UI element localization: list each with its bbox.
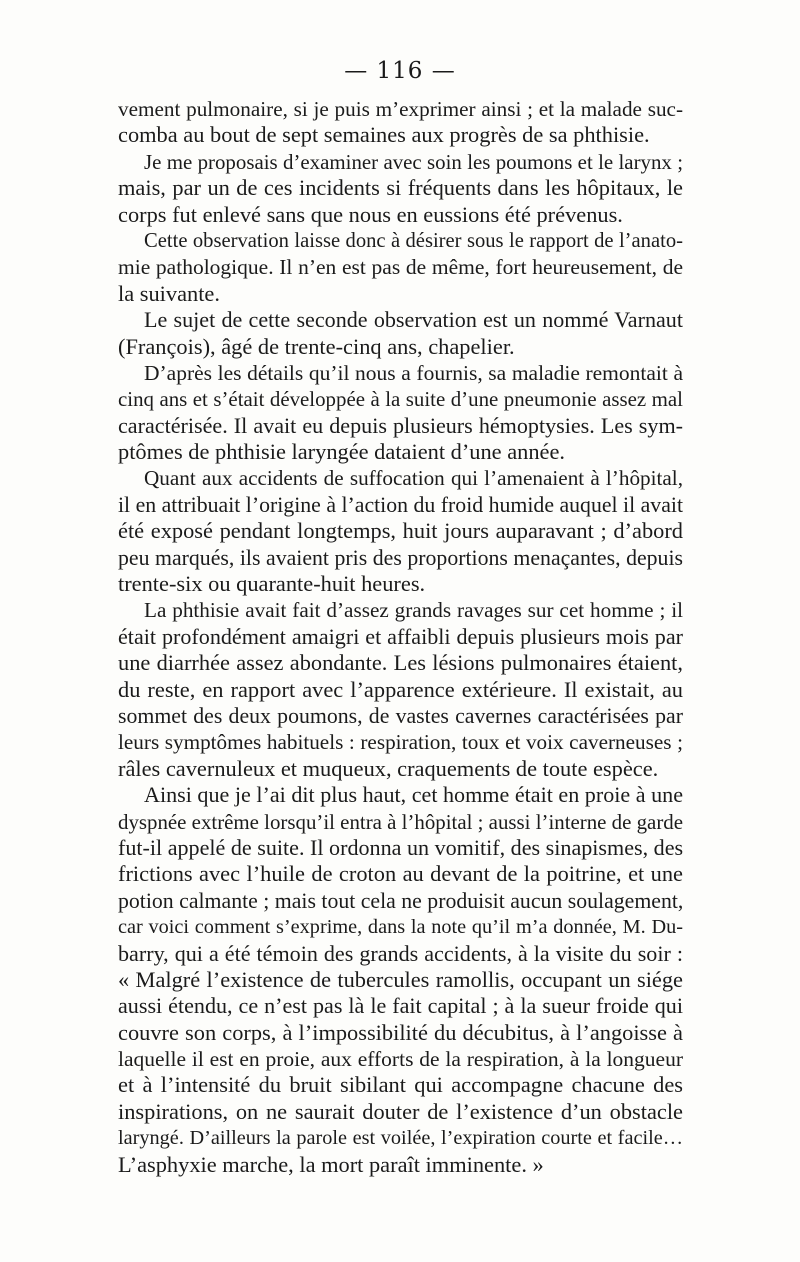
text-line: vement pulmonaire, si je puis m’exprimer ainsi ; et la malade suc-	[118, 97, 683, 121]
text-line: râles cavernuleux et muqueux, craquements de toute espèce.	[118, 755, 659, 781]
text-line: dyspnée extrême lorsqu’il entra à l’hôpital ; aussi l’interne de garde	[118, 809, 684, 834]
text-line: sommet des deux poumons, de vastes cavernes caractérisées par	[118, 703, 683, 728]
text-line: été exposé pendant longtemps, huit jours auparavant ; d’abord	[118, 518, 683, 544]
text-line: était profondément amaigri et affaibli depuis plusieurs mois par	[118, 623, 683, 649]
text-line: fut-il appelé de suite. Il ordonna un vomitif, des sinapismes, des	[118, 834, 684, 860]
text-line: potion calmante ; mais tout cela ne produisit aucun soulagement,	[118, 888, 684, 913]
text-line: « Malgré l’existence de tubercules ramollis, occupant un siége	[118, 966, 683, 992]
text-line: caractérisée. Il avait eu depuis plusieurs hémoptysies. Les sym-	[118, 412, 683, 438]
text-line: L’asphyxie marche, la mort paraît imminente. »	[118, 1151, 544, 1177]
text-line: du reste, en rapport avec l’apparence extérieure. Il existait, au	[118, 676, 683, 702]
text-line: aussi étendu, ce n’est pas là le fait capital ; à la sueur froide qui	[118, 993, 683, 1019]
page-number: — 116 —	[344, 58, 456, 84]
text-line: car voici comment s’exprime, dans la note qu’il m’a donnée, M. Du-	[118, 916, 683, 939]
text-line: comba au bout de sept semaines aux progrès de sa phthisie.	[118, 122, 650, 148]
text-line: cinq ans et s’était développée à la suite d’une pneumonie assez mal	[118, 387, 683, 412]
text-line: mie pathologique. Il n’en est pas de même, fort heureusement, de	[118, 255, 683, 280]
body-text	[118, 96, 683, 1178]
text-line: peu marqués, ils avaient pris des proportions menaçantes, depuis	[118, 545, 683, 570]
text-line: Le sujet de cette seconde observation est un nommé Varnaut	[144, 307, 683, 333]
text-line: couvre son corps, à l’impossibilité du décubitus, à l’angoisse à	[118, 1019, 683, 1045]
text-line: une diarrhée assez abondante. Les lésions pulmonaires étaient,	[118, 650, 683, 676]
text-line: la suivante.	[118, 280, 220, 306]
text-line: Ainsi que je l’ai dit plus haut, cet homme était en proie à une	[144, 782, 683, 808]
text-line: trente-six ou quarante-huit heures.	[118, 571, 426, 597]
text-line: La phthisie avait fait d’assez grands ravages sur cet homme ; il	[144, 598, 683, 623]
text-line: leurs symptômes habituels : respiration, toux et voix caverneuses ;	[118, 730, 683, 755]
text-line: barry, qui a été témoin des grands accidents, à la visite du soir :	[118, 940, 683, 966]
text-line: (François), âgé de trente-cinq ans, chapelier.	[118, 333, 515, 359]
text-line: laryngé. D’ailleurs la parole est voilée, l’expiration courte et facile…	[118, 1127, 683, 1150]
text-line: et à l’intensité du bruit sibilant qui accompagne chacune des	[118, 1072, 683, 1098]
text-line: Quant aux accidents de suffocation qui l’amenaient à l’hôpital,	[144, 466, 683, 491]
text-line: mais, par un de ces incidents si fréquents dans les hôpitaux, le	[118, 175, 683, 201]
text-line: inspirations, on ne saurait douter de l’existence d’un obstacle	[118, 1098, 683, 1124]
text-line: frictions avec l’huile de croton au devant de la poitrine, et une	[118, 861, 683, 887]
text-line: il en attribuait l’origine à l’action du froid humide auquel il avait	[118, 492, 683, 517]
text-line: laquelle il est en proie, aux efforts de la respiration, à la longueur	[118, 1047, 683, 1072]
text-line: Cette observation laisse donc à désirer sous le rapport de l’anato-	[144, 229, 683, 252]
text-line: corps fut enlevé sans que nous en eussions été prévenus.	[118, 201, 623, 227]
text-line: D’après les détails qu’il nous a fournis, sa maladie remontait à	[144, 360, 683, 385]
text-line: ptômes de phthisie laryngée dataient d’une année.	[118, 439, 566, 465]
text-line: Je me proposais d’examiner avec soin les poumons et le larynx ;	[144, 149, 683, 174]
